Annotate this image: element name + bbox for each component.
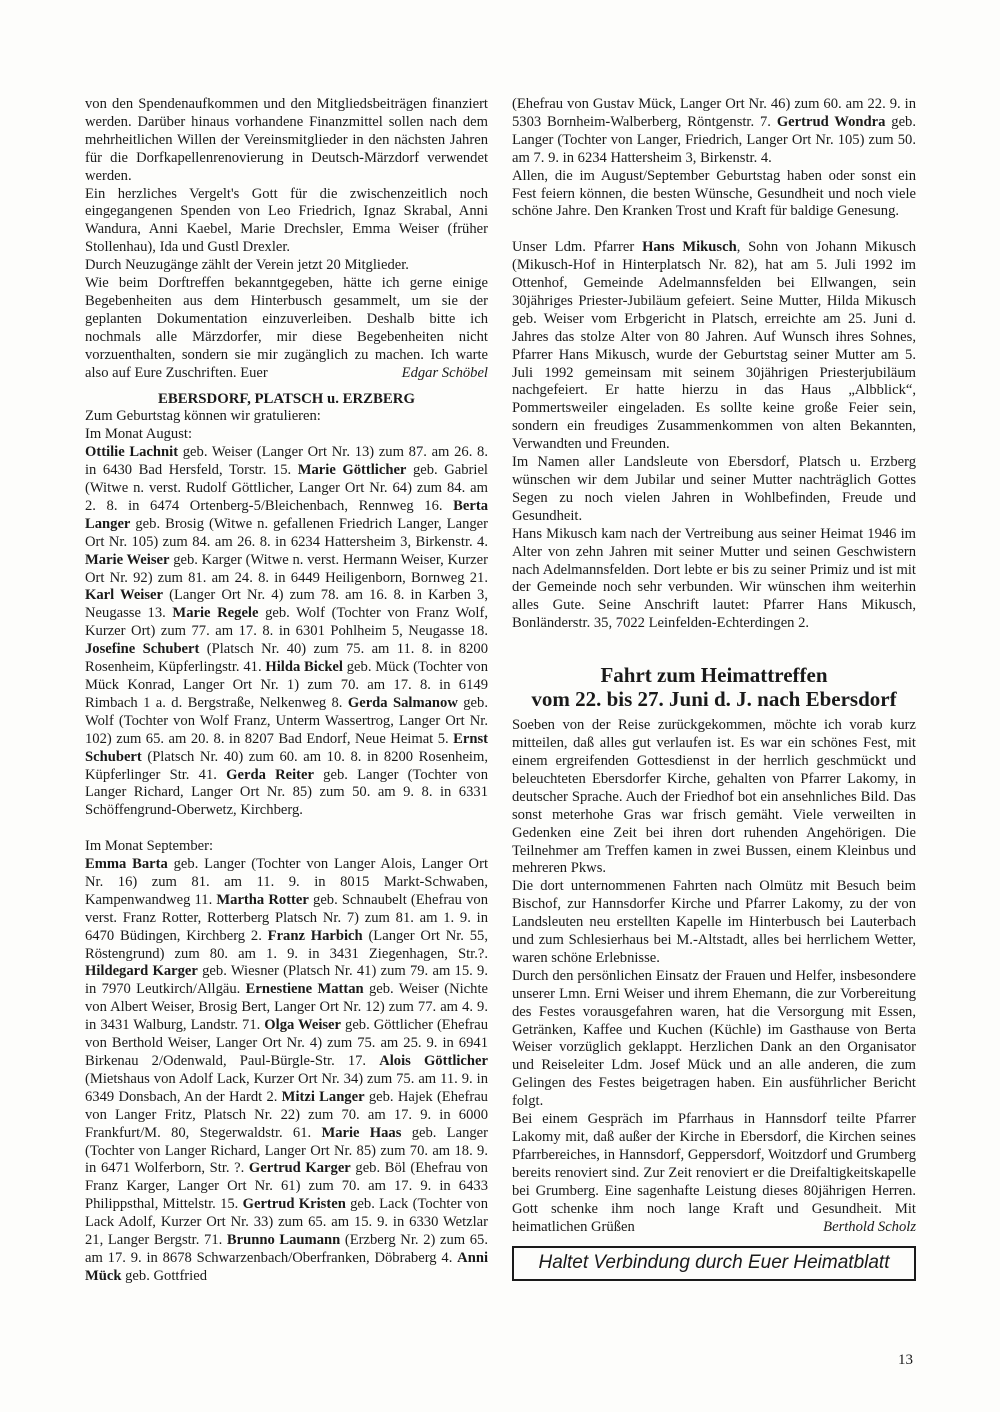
person-details: geb. Gottfried [121, 1267, 207, 1284]
person-details: geb. Wolf (Tochter von Wolf Franz, Unterm Wassertrog, Langer Ort Nr. 102) zum 65. am 20. 8. in 8207 Bad Endorf, Neue Heimat 5. [85, 694, 488, 747]
person-name: Anni Mück [85, 1249, 488, 1284]
person-name: Franz Harbich [267, 927, 363, 944]
person-name: Ottilie Lachnit [85, 444, 179, 461]
spacer [512, 221, 916, 239]
person-name: Hilda Bickel [265, 659, 343, 676]
paragraph: Durch Neuzugänge zählt der Verein jetzt 20 Mitglieder. [85, 257, 409, 274]
paragraph: Hans Mikusch kam nach der Vertreibung aus seiner Heimat 1946 im Alter von zehn Jahren mit seiner Mutter und seinen Geschwistern nach Adelmannsfelden. Dort lebte er bis zu seiner Primiz und ist mit der Gemeinde noch sehr verbunden. Wir wünschen ihm weiterhin alles Gute. Seine Anschrift lautet: Pfarrer Hans Mikusch, Bonländerstr. 35, 7022 Leinfelden-Echterdingen 2. [512, 525, 916, 632]
person-details: geb. Lack (Tochter von Lack Adolf, Kurzer Ort Nr. 33) zum 65. am 15. 9. in 6330 Wetzlar 21, Langer Bergstr. 71. [85, 1196, 489, 1249]
person-details: geb. Hajek (Ehefrau von Langer Fritz, Platsch Nr. 22) zum 70. am 17. 9. in 6000 Frankfurt/M. 80, Stegerwaldstr. 61. [85, 1088, 488, 1141]
person-details: (Ehefrau von Gustav Mück, Langer Ort Nr. 46) zum 60. am 22. 9. in 5303 Bornheim-Walberberg, Röntgenstr. 7. [512, 96, 916, 130]
person-details: (Platsch Nr. 40) zum 60. am 10. 8. in 8200 Rosenheim, Küpferlinger Str. 41. [85, 748, 488, 783]
person-details: geb. Wolf (Tochter von Franz Wolf, Kurzer Ort) zum 77. am 17. 8. in 6301 Pohlheim 5, Neugasse 18. [85, 605, 488, 640]
person-name: Gerda Reiter [226, 766, 314, 783]
paragraph-text: , Sohn von Johann Mikusch (Mikusch-Hof in Hinterplatsch Nr. 82), hat am 5. Juli 1992 im Ottenhof, Gemeinde Adelmannsfelden bei Ellwangen, sein 30jähriges Priester-Jubiläum gefeiert. Seine Mutter, Hilda Mikusch geb. Weiser vom Erbgericht in Platsch, erreichte am 25. Juni d. Jahres das stolze Alter von 80 Jahren. Auf Wunsch ihres Sohnes, Pfarrer Hans Mikusch, wurde der Geburtstag seiner Mutter am 5. Juli 1992 gemeinsam mit seinem 30jährigen Priesterjubiläum nachgefeiert. Er hatte hierzu in das Haus „Albblick“, Pommertsweiler eingeladen. Es sollte keine große Feier sein, sondern ein freudiges Zusammenkommen von alten Bekannten, Verwandten und Freunden. [512, 239, 916, 453]
person-details: geb. Langer (Tochter von Langer Richard, Langer Ort Nr. 85) zum 50. am 9. 8. in 6331 Schöffengrund-Oberwetz, Kirchberg. [85, 766, 488, 819]
person-name: Gertrud Kristen [242, 1196, 346, 1213]
person-name: Alois Göttlicher [379, 1053, 488, 1070]
person-name: Gerda Salmanow [347, 694, 458, 711]
person-details: (Langer Ort Nr. 4) zum 78. am 16. 8. in Karben 3, Neugasse 13. [85, 587, 488, 622]
article-title [512, 663, 916, 711]
person-details: geb. Langer (Tochter von Langer Richard, Langer Ort Nr. 85) zum 70. am 18. 9. in 6471 Wolferborn, Str. ?. [85, 1124, 488, 1177]
person-name: Marie Regele [172, 605, 259, 622]
person-details: geb. Weiser (Nichte von Albert Weiser, Brosig Bert, Langer Ort Nr. 12) zum 77. am 4. 9. in 3431 Walburg, Landstr. 71. [85, 981, 488, 1034]
paragraph: von den Spendenaufkommen und den Mitgliedsbeiträgen finanziert werden. Darüber hinaus vorhandene Finanzmittel sollen nach dem mehrheitlichen Willen der Vereinsmitglieder in den nächsten Jahren für die Dorfkapellenrenovierung in Deutsch-Märzdorf verwendet werden. [85, 96, 488, 184]
intro-line: Im Monat September: [85, 838, 214, 855]
paragraph: Ein herzliches Vergelt's Gott für die zwischenzeitlich noch eingegangenen Spenden von Leo Friedrich, Ignaz Skrabal, Anni Wandura, Anni Kaebel, Marie Drechsler, Emma Weiser (früher Stollenhau), Ida und Gustl Drexler. [85, 185, 488, 256]
banner-box: Haltet Verbindung durch Euer Heimatblatt [512, 1246, 916, 1281]
birthday-list-continued [512, 96, 916, 168]
person-details: geb. Schnaubelt (Ehefrau von verst. Franz Rotter, Rotterberg Platsch Nr. 7) zum 81. am 1. 9. in 6470 Büdingen, Kirchberg 2. [85, 891, 488, 944]
paragraph: Durch den persönlichen Einsatz der Frauen und Helfer, insbesondere unserer Lmn. Erni Weiser und ihrem Ehemann, die zur Vorbereitung des Festes vorausgefahren waren, hat die Versorgung mit Essen, Getränken, Kaffee und Kuchen (Küchle) im Gasthause von Berta Weiser vorzüglich geklappt. Herzlichen Dank an den Organisator und Reiseleiter Ldm. Josef Mück und an alle anderen, die zum Gelingen des Festes beigetragen haben. Ein ausführlicher Bericht folgt. [512, 967, 916, 1110]
paragraph: Soeben von der Reise zurückgekommen, möchte ich vorab kurz mitteilen, daß alles gut verlaufen ist. Es war ein schönes Fest, mit einem ergreifenden Gottesdienst in der herrlich geschmückt und beleuchteten Ebersdorfer Kirche, gehalten von Pfarrer Lakomy, in deutscher Sprache. Auch der Friedhof bot ein ansehnliches Bild. Das sonst meterhohe Gras war frisch gemäht. Viele verweilten in Gedenken eine Zeit bei ihren dort ruhenden Angehörigen. Die Teilnehmer am Treffen kamen in zwei Bussen, einem Kleinbus und mehreren Pkws. [512, 717, 916, 877]
paragraph-text: Bei einem Gespräch im Pfarrhaus in Hannsdorf teilte Pfarrer Lakomy mit, daß außer der Kirche in Ebersdorf, die Kirchen seines Pfarrbereiches, in Hannsdorf, Geppersdorf, Woitzdorf und Grumberg bereits renoviert sind. Zur Zeit renoviert er die Dreifaltigkeitskapelle bei Grumberg. Eine sagenhafte Leistung dieses 80jährigen Herren. Gott schenke ihm noch lange Kraft und Gesundheit. Mit heimatlichen Grüßen [512, 1111, 916, 1235]
person-details: geb. Gabriel (Witwe n. verst. Rudolf Göttlicher, Langer Ort Nr. 64) zum 84. am 2. 8. in 6474 Ortenberg-5/Bleichenbach, Rennweg 16. [85, 462, 488, 514]
person-name: Gertrud Wondra [776, 113, 886, 130]
right-column [512, 96, 916, 1281]
article-title-line: vom 22. bis 27. Juni d. J. nach Ebersdorf [531, 687, 897, 712]
person-name: Mitzi Langer [281, 1088, 365, 1105]
person-details: geb. Göttlicher (Ehefrau von Berthold Weiser, Langer Ort Nr. 4) zum 75. am 25. 9. in 6941 Birkenau 2/Odenwald, Paul-Bürgle-Str. 17. [85, 1017, 488, 1070]
person-name: Marie Weiser [85, 551, 170, 568]
person-name: Marie Haas [321, 1124, 402, 1141]
person-name: Josefine Schubert [85, 641, 200, 658]
person-name: Martha Rotter [216, 891, 309, 908]
person-name: Emma Barta [85, 856, 168, 873]
signature: Berthold Scholz [823, 1218, 916, 1235]
person-details: geb. Weiser (Langer Ort Nr. 13) zum 87. am 26. 8. in 6430 Bad Hersfeld, Torstr. 15. [85, 444, 488, 479]
person-name: Olga Weiser [264, 1017, 342, 1034]
person-details: geb. Langer (Tochter von Langer, Friedrich, Langer Ort Nr. 105) zum 50. am 7. 9. in 6234 Hattersheim 3, Birkenstr. 4. [512, 113, 916, 166]
person-details: geb. Karger (Witwe n. verst. Hermann Weiser, Kurzer Ort Nr. 92) zum 81. am 24. 8. in 6449 Heiligenborn, Bornweg 21. [85, 551, 488, 586]
spacer [85, 820, 488, 838]
person-details: geb. Böl (Ehefrau von Franz Karger, Langer Ort Nr. 61) zum 70. am 17. 9. in 6433 Philippsthal, Mittelstr. 15. [85, 1160, 488, 1213]
person-details: geb. Mück (Tochter von Mück Konrad, Langer Ort Nr. 1) zum 70. am 17. 8. in 6149 Rimbach 1 a. d. Bergstraße, Nelkenweg 8. [85, 659, 488, 711]
person-details: (Platsch Nr. 40) zum 75. am 11. 8. in 8200 Rosenheim, Küpferlingstr. 41. [85, 641, 488, 676]
person-name: Marie Göttlicher [297, 462, 407, 479]
page-number: 13 [898, 1352, 913, 1368]
intro-line: Im Monat August: [85, 426, 193, 443]
paragraph: Allen, die im August/September Geburtstag haben oder sonst ein Fest feiern können, die besten Wünsche, Gesundheit und noch viele schöne Jahre. Den Kranken Trost und Kraft für baldige Genesung. [512, 167, 916, 220]
person-name: Hans Mikusch [642, 239, 737, 256]
person-details: (Mietshaus von Adolf Lack, Kurzer Ort Nr. 34) zum 75. am 11. 9. in 6349 Donsbach, An der Hardt 2. [85, 1070, 488, 1105]
paragraph-text: Unser Ldm. Pfarrer [512, 239, 643, 256]
left-column [85, 96, 488, 1286]
paragraph [512, 239, 916, 454]
birthday-list-august [85, 444, 488, 820]
birthday-list-september [85, 856, 488, 1286]
person-details: geb. Brosig (Witwe n. gefallenen Friedrich Langer, Langer Ort Nr. 105) zum 84. am 26. 8. in 6234 Hattersheim 3, Birkenstr. 4. [85, 515, 488, 550]
person-name: Ernst Schubert [85, 730, 488, 765]
person-details: (Erzberg Nr. 2) zum 65. am 17. 9. in 8678 Schwarzenbach/Oberfranken, Döbraberg 4. [85, 1232, 488, 1266]
paragraph: Im Namen aller Landsleute von Ebersdorf, Platsch u. Erzberg wünschen wir dem Jubilar und seiner Mutter nachträglich Gottes Segen zu noch vielen Jahren in Wohlbefinden, Freude und Gesundheit. [512, 454, 916, 524]
person-name: Ernestiene Mattan [245, 981, 364, 998]
person-name: Berta Langer [85, 497, 488, 532]
person-name: Karl Weiser [85, 587, 163, 604]
paragraph-text: Wie beim Dorftreffen bekanntgegeben, hätte ich gerne einige Begebenheiten aus dem Hinterbusch gesammelt, um sie der geplanten Dokumentation einzuverleiben. Deshalb bitte ich nochmals alle Märzdorfer, mir diese Begebenheiten nicht vorzuenthalten, sondern sie mir zugänglich zu machen. Ich warte also auf Eure Zuschriften. Euer [85, 275, 488, 381]
person-details: geb. Langer (Tochter von Langer Alois, Langer Ort Nr. 16) zum 81. am 11. 9. in 8015 Markt-Schwaben, Kampenwandweg 11. [85, 856, 488, 908]
intro-line: Zum Geburtstag können wir gratulieren: [85, 408, 321, 425]
signature: Edgar Schöbel [401, 364, 488, 381]
person-name: Hildegard Karger [85, 963, 198, 980]
section-heading: EBERSDORF, PLATSCH u. ERZBERG [158, 390, 415, 407]
article-title-line: Fahrt zum Heimattreffen [600, 663, 828, 688]
paragraph: Die dort unternommenen Fahrten nach Olmütz mit Besuch beim Bischof, zur Hannsdorfer Kirche und Pfarrer Lakomy, zu der von Landsleuten neu erstellten Kapelle im Hinterbusch bei Lauterbach und zum Schlesierhaus bei M.-Altstadt, alles bei herrlichem Wetter, waren schöne Erlebnisse. [512, 878, 916, 966]
person-name: Gertrud Karger [248, 1160, 351, 1177]
person-details: geb. Wiesner (Platsch Nr. 41) zum 79. am 15. 9. in 7970 Leutkirch/Allgäu. [85, 963, 488, 998]
paragraph [85, 275, 488, 382]
paragraph [512, 1111, 916, 1236]
person-name: Brunno Laumann [226, 1232, 341, 1249]
person-details: (Langer Ort Nr. 55, Röstengrund) zum 80. am 1. 9. in 3431 Ziegenhagen, Str.?. [85, 927, 488, 962]
